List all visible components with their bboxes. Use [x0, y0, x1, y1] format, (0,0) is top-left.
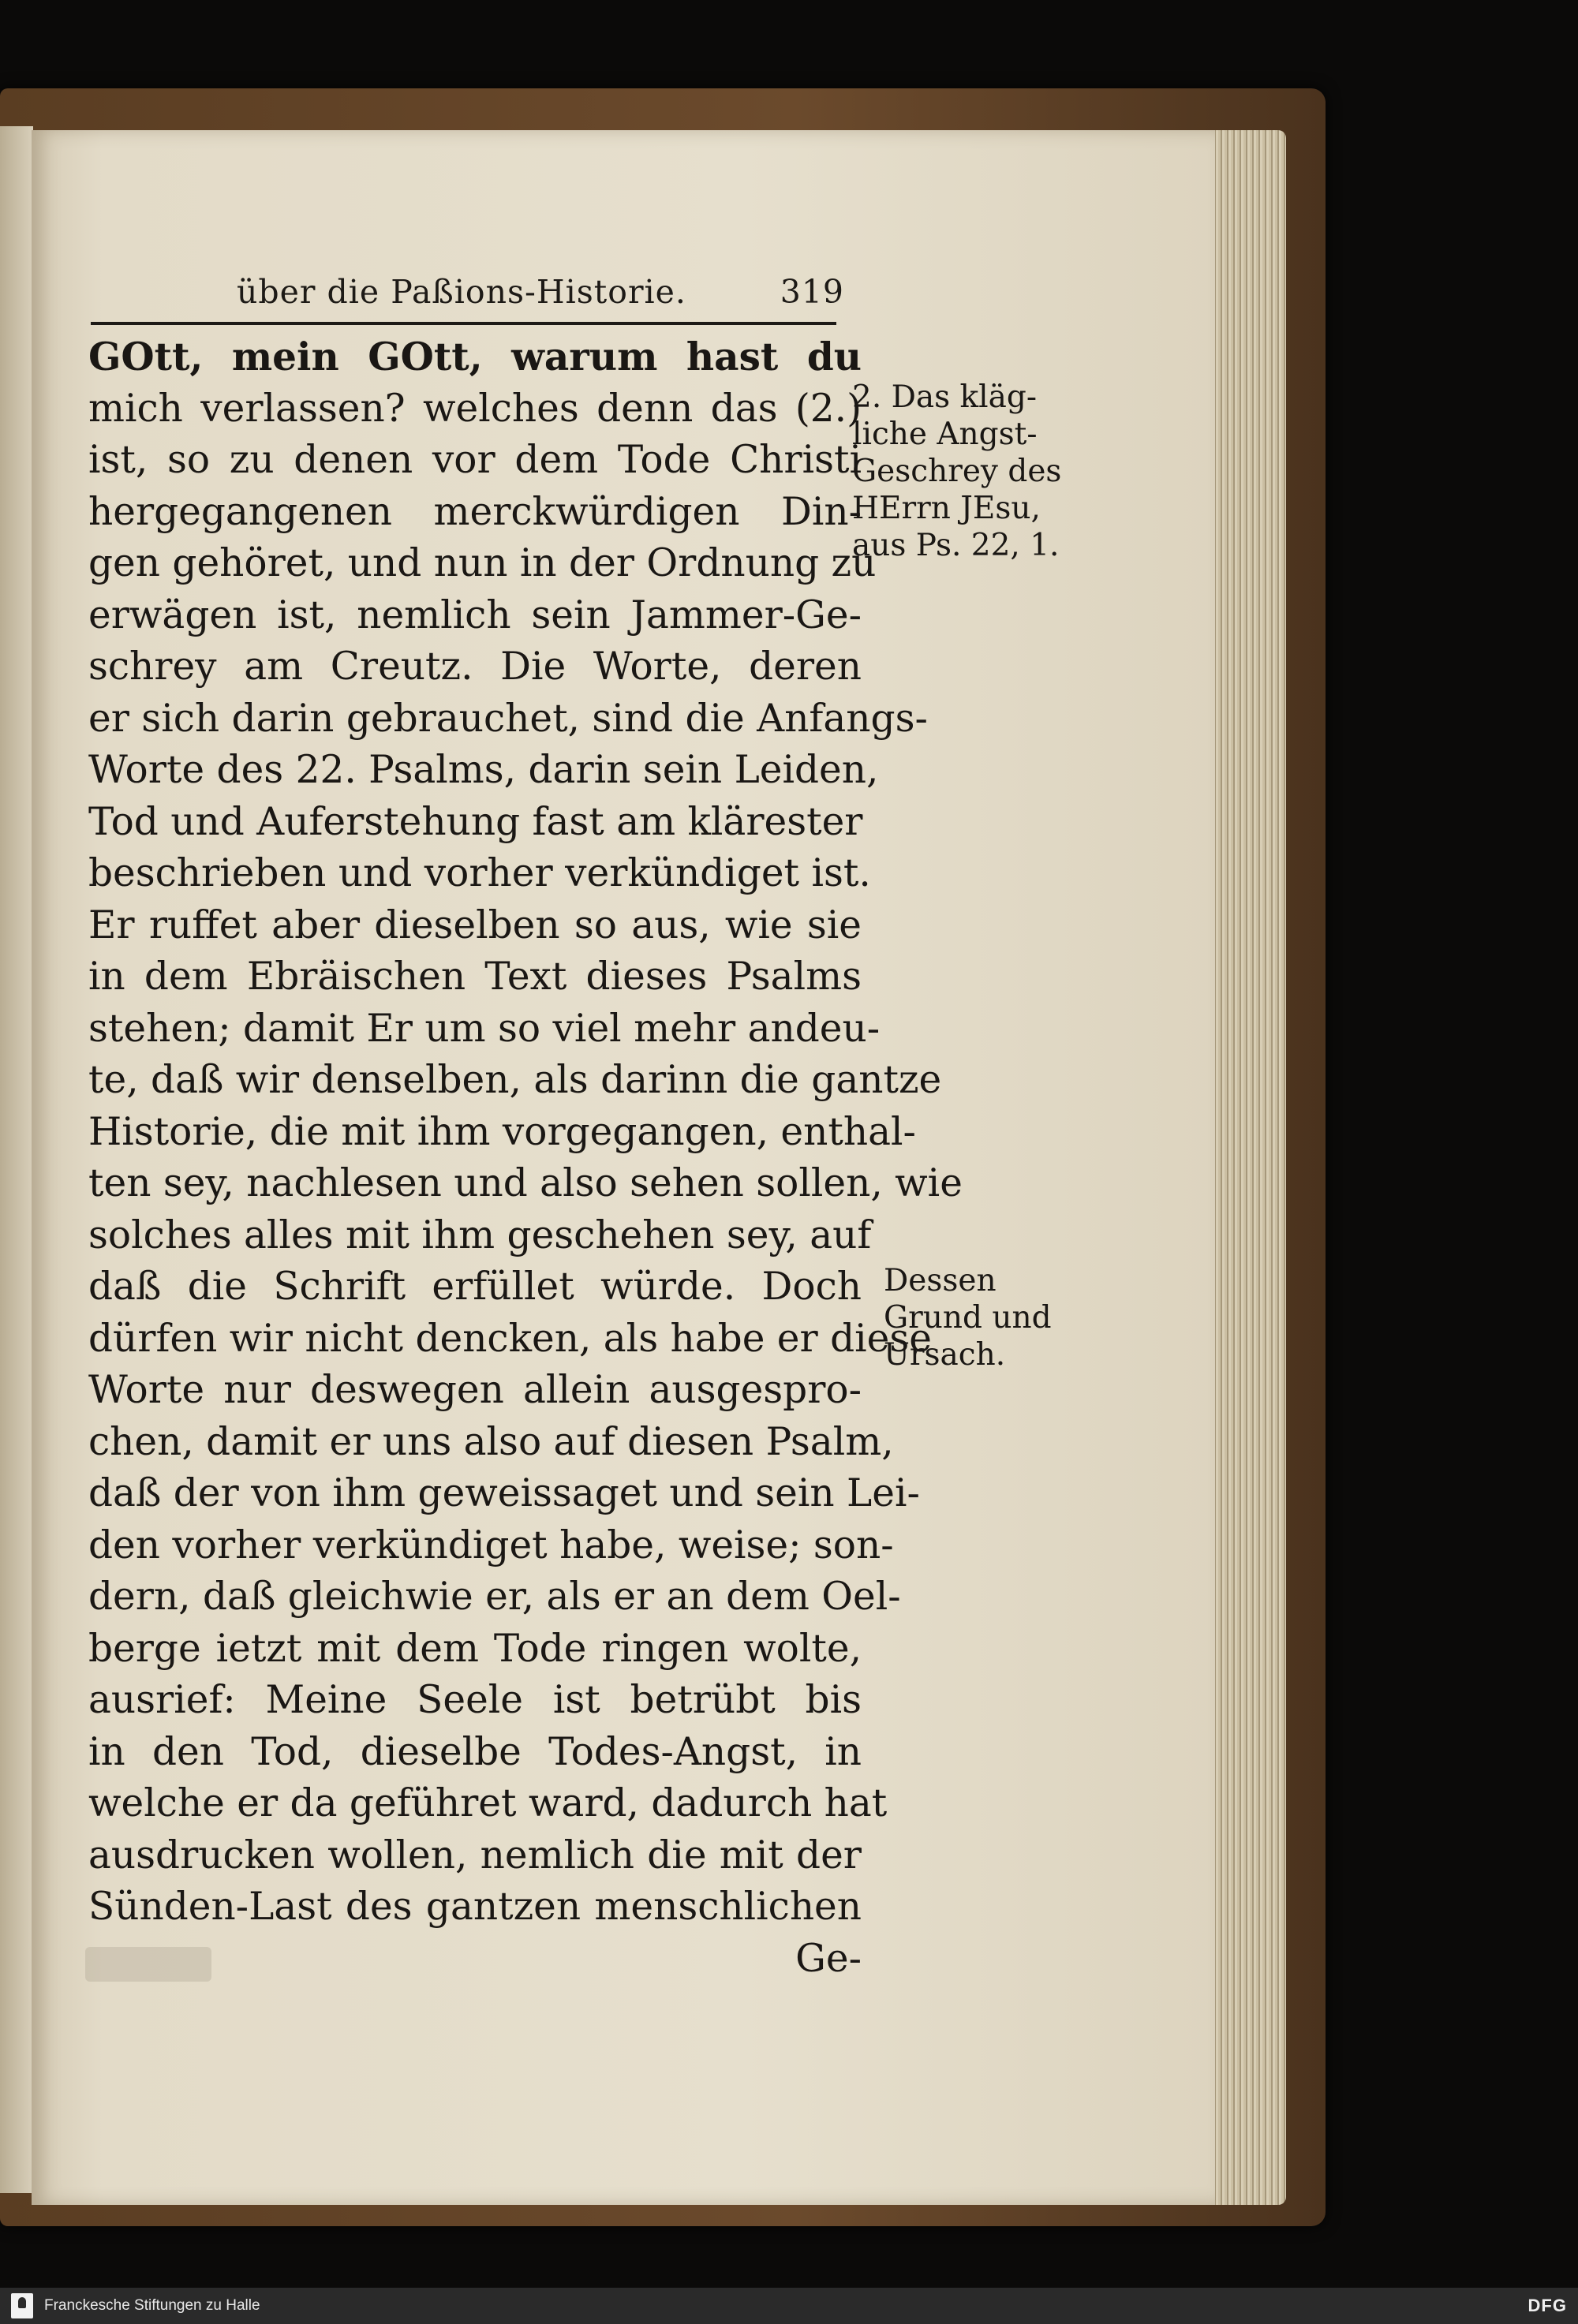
text-line: te, daß wir denselben, als darinn die gantze	[88, 1058, 942, 1102]
text-line: Worte nur deswegen allein ausgespro-	[88, 1368, 862, 1412]
margin-note-line: HErrn JEsu,	[852, 491, 1041, 526]
text-line: solches alles mit ihm geschehen sey, auf	[88, 1212, 872, 1257]
text-line: Sünden-Last des gantzen menschlichen	[88, 1885, 862, 1929]
footer-bar	[0, 2288, 1578, 2324]
text-line: welche er da geführet ward, dadurch hat	[88, 1781, 888, 1825]
text-line: hergegangenen merckwürdigen Din-	[88, 489, 862, 534]
margin-note-line: Geschrey des	[852, 454, 1062, 489]
margin-note-line: Grund und	[884, 1300, 1052, 1336]
text-line: daß die Schrift erfüllet würde. Doch	[88, 1265, 862, 1309]
text-line: den vorher verkündiget habe, weise; son-	[88, 1523, 894, 1567]
margin-note-line: liche Angst-	[852, 417, 1038, 452]
text-line: Worte des 22. Psalms, darin sein Leiden,	[88, 748, 879, 792]
margin-note-line: Dessen	[884, 1263, 997, 1298]
text-line: chen, damit er uns also auf diesen Psalm,	[88, 1419, 894, 1464]
institution-name: Franckesche Stiftungen zu Halle	[44, 2297, 260, 2314]
margin-note	[884, 1262, 1052, 1373]
catchword: Ge-	[795, 1936, 862, 1981]
text-line: in dem Ebräischen Text dieses Psalms	[88, 955, 862, 999]
text-line: Tod und Auferstehung fast am klärester	[88, 799, 863, 844]
text-line: Historie, die mit ihm vorgegangen, enthal-	[88, 1109, 916, 1154]
text-line: ist, so zu denen vor dem Tode Christi	[88, 438, 862, 482]
dfg-logo: DFG	[1528, 2296, 1567, 2315]
library-stamp	[85, 1947, 211, 1982]
text-line: daß der von ihm geweissaget und sein Lei-	[88, 1471, 920, 1515]
text-line: berge ietzt mit dem Tode ringen wolte,	[88, 1626, 862, 1671]
text-line: dern, daß gleichwie er, als er an dem Oel-	[88, 1575, 901, 1619]
text-line: GOtt, mein GOtt, warum hast du	[88, 334, 862, 379]
text-line: gen gehöret, und nun in der Ordnung zu	[88, 541, 877, 585]
text-line: erwägen ist, nemlich sein Jammer-Ge-	[88, 592, 862, 637]
text-line: in den Tod, dieselbe Todes-Angst, in	[88, 1729, 862, 1774]
margin-note-line: aus Ps. 22, 1.	[852, 528, 1060, 563]
text-line: mich verlassen? welches denn das (2.)	[88, 386, 862, 431]
header-rule	[91, 322, 836, 325]
text-line: dürfen wir nicht dencken, als habe er diese	[88, 1316, 932, 1361]
text-line: beschrieben und vorher verkündiget ist.	[88, 851, 871, 895]
margin-note-line: Ursach.	[884, 1337, 1006, 1373]
institution-logo-icon	[11, 2293, 33, 2318]
margin-note	[852, 379, 1061, 564]
text-line: Er ruffet aber dieselben so aus, wie sie	[88, 902, 862, 947]
left-page-edge	[0, 126, 33, 2193]
logo-glyph	[18, 2297, 26, 2308]
margin-note-line: 2. Das kläg-	[852, 379, 1038, 415]
running-title: über die Paßions-Historie.	[237, 273, 686, 311]
text-line: stehen; damit Er um so viel mehr andeu-	[88, 1006, 881, 1051]
text-line: ausdrucken wollen, nemlich die mit der	[88, 1833, 862, 1878]
text-line: er sich darin gebrauchet, sind die Anfangs-	[88, 696, 928, 741]
text-line: schrey am Creutz. Die Worte, deren	[88, 645, 862, 689]
text-line: ausrief: Meine Seele ist betrübt bis	[88, 1678, 862, 1722]
page-number: 319	[780, 273, 844, 311]
running-head	[237, 273, 844, 312]
text-line: ten sey, nachlesen und also sehen sollen, wie	[88, 1161, 963, 1205]
